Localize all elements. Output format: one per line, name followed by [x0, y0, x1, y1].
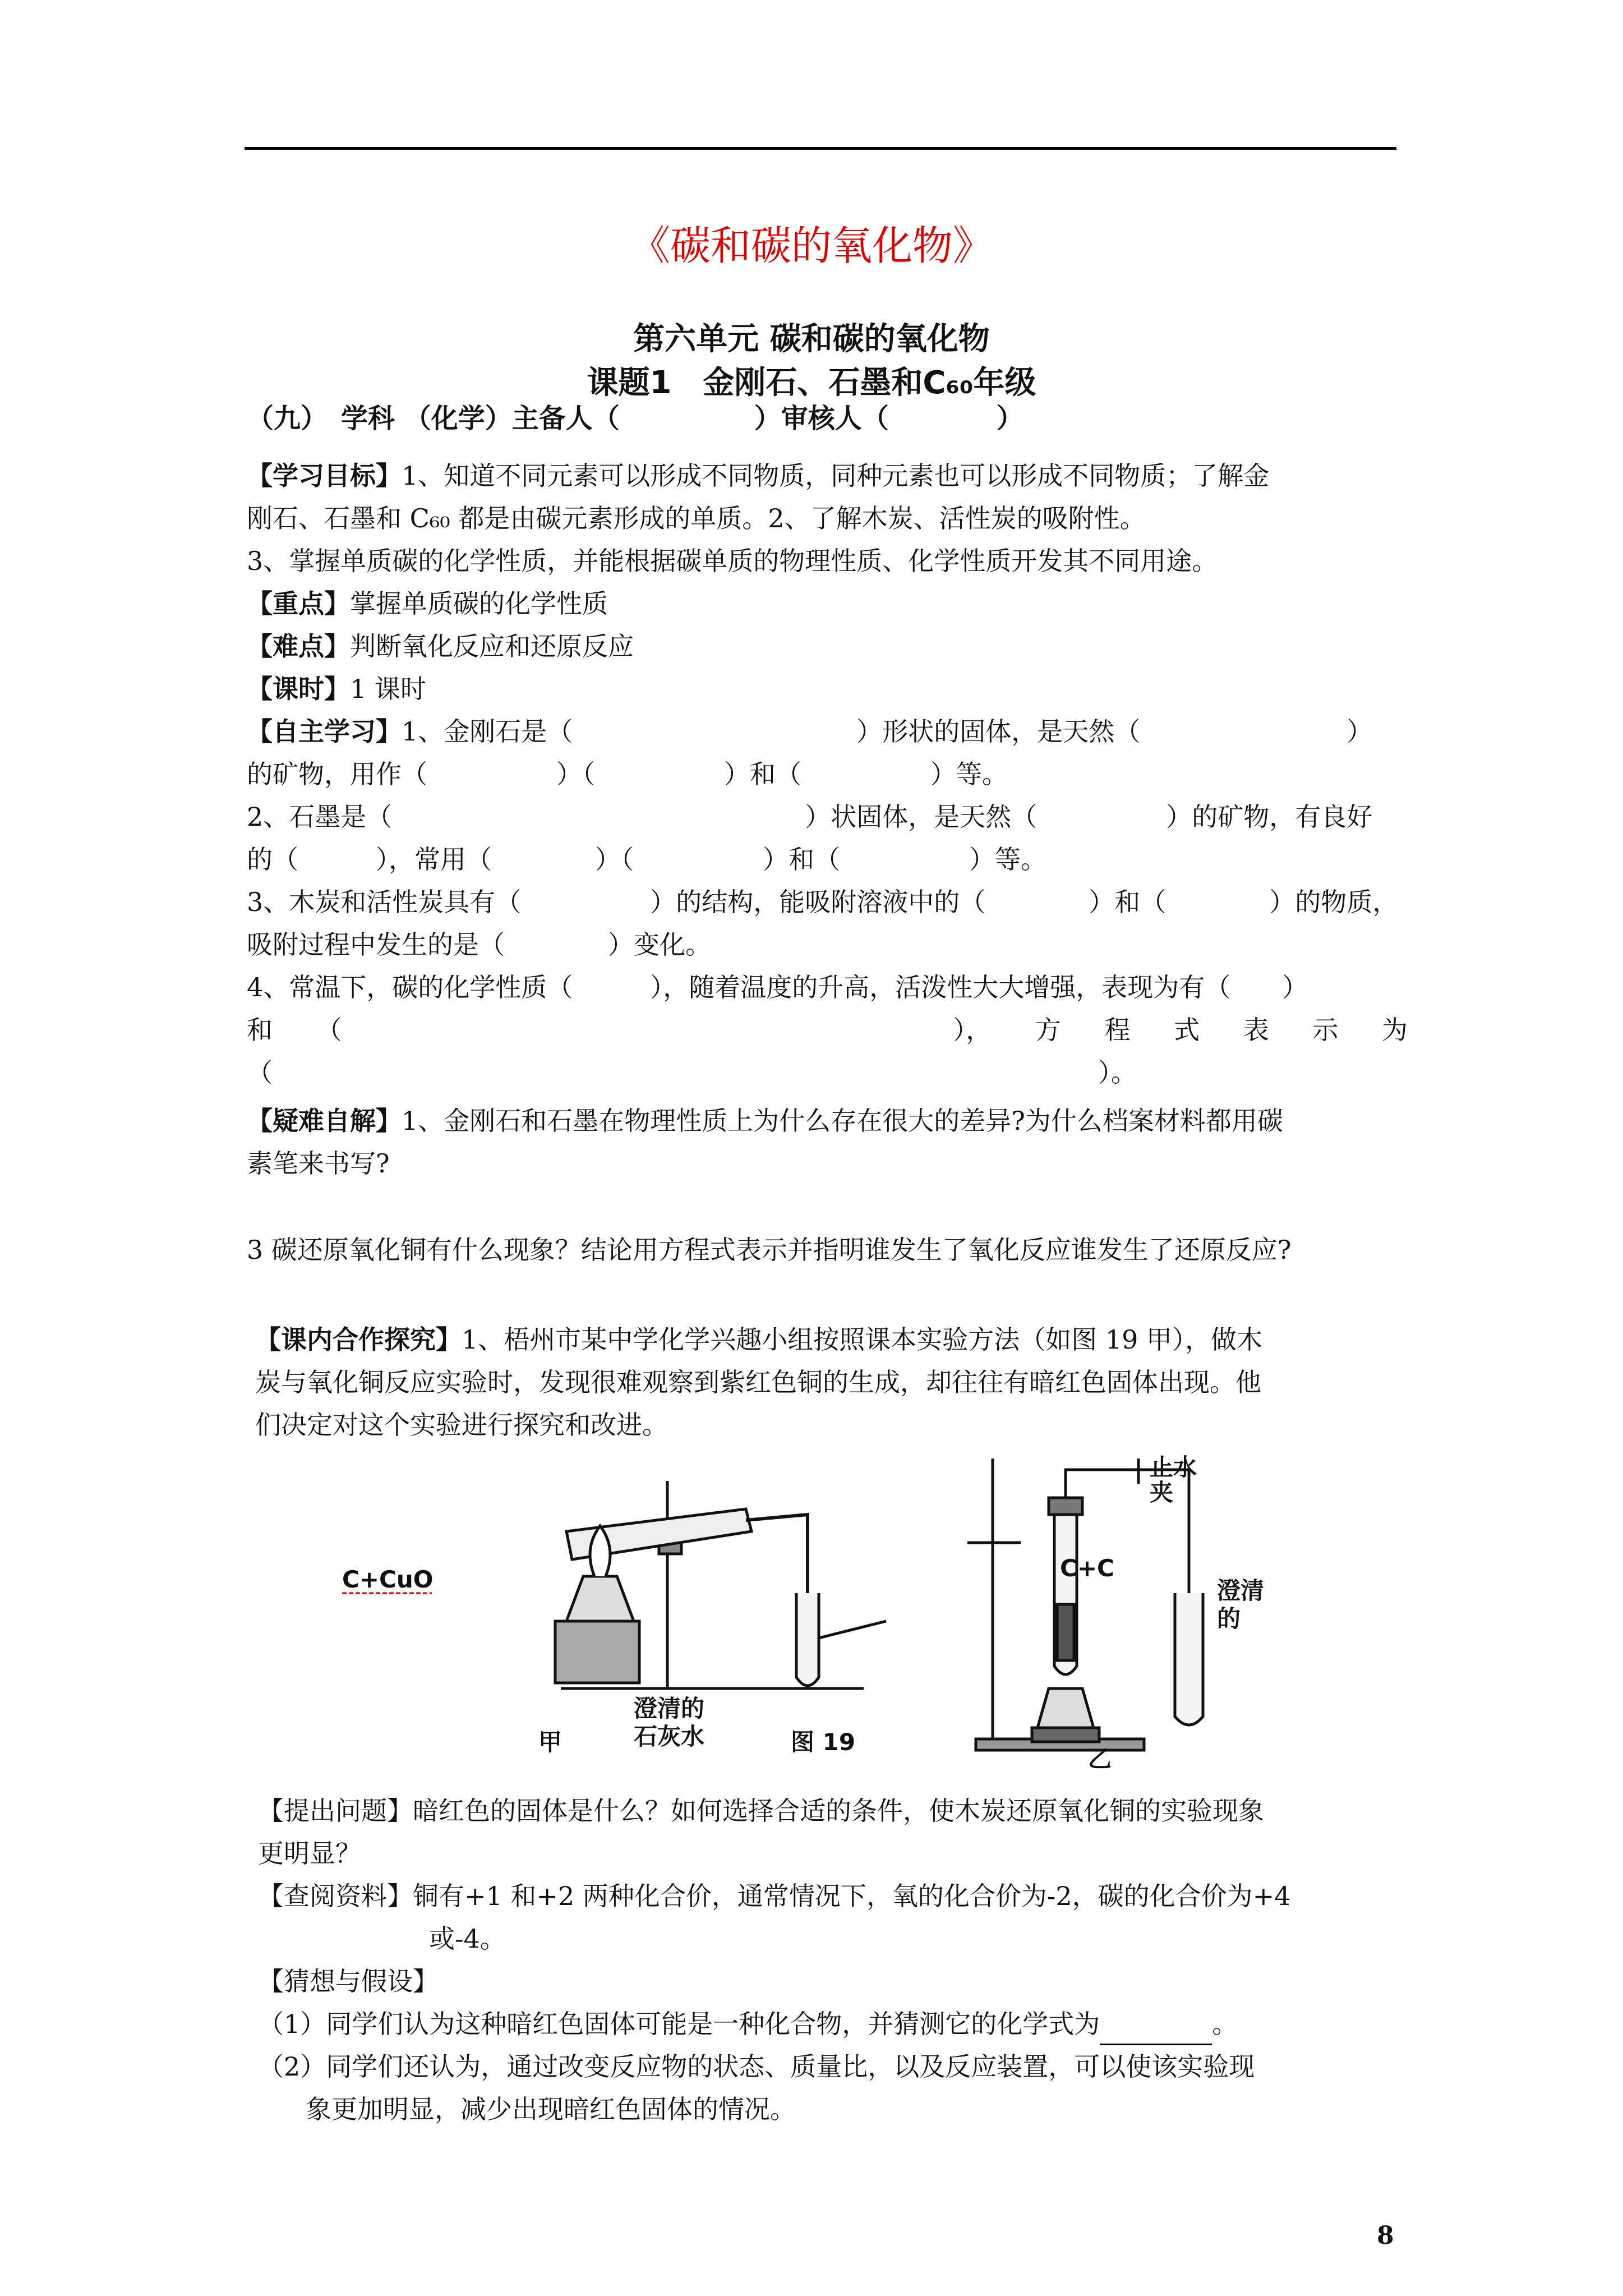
document-title: 《碳和碳的氧化物》: [629, 222, 993, 269]
doubts-line-3: 3 碳还原氧化铜有什么现象？结论用方程式表示并指明谁发生了氧化反应谁发生了还原反应?: [247, 1235, 1292, 1265]
formula-blank[interactable]: [1100, 2019, 1212, 2045]
self-study-q4a: 4、常温下，碳的化学性质（ ），随着温度的升高，活泼性大大增强，表现为有（ ）: [247, 972, 1308, 1002]
label-yi: 乙: [1088, 1745, 1112, 1773]
doubts-line-2: 素笔来书写?: [247, 1148, 390, 1179]
self-study-q3b: 吸附过程中发生的是（ ）变化。: [247, 930, 711, 960]
hypothesis-2a: （2）同学们还认为，通过改变反应物的状态、质量比，以及反应装置，可以使该实验现: [258, 2051, 1255, 2082]
header-rule: [245, 147, 1396, 150]
self-study-q4c: （ ）。: [247, 1057, 1137, 1088]
meta-line: （九） 学科 （化学）主备人（ ）审核人（ ）: [247, 403, 1023, 434]
figure-19-apparatus: [303, 1453, 1424, 1778]
difficult-point: 【难点】判断氧化反应和还原反应: [247, 631, 634, 661]
self-study-q4b: 和 （ ）， 方 程 式 表 示 为: [247, 1015, 1408, 1045]
label-jia-clamp: 夹: [1150, 1479, 1174, 1506]
self-study-q1a: 【自主学习】1、金刚石是（ ）形状的固体，是天然（ ）: [247, 716, 1373, 747]
doubts-line-1: 【疑难自解】1、金刚石和石墨在物理性质上为什么存在很大的差异?为什么档案材料都用碳: [247, 1106, 1283, 1136]
hypothesis-label: 【猜想与假设】: [258, 1966, 439, 1996]
label-jia: 甲: [538, 1728, 562, 1756]
apparatus-jia: [555, 1481, 886, 1688]
label-limewater-2: 石灰水: [634, 1723, 705, 1750]
goals-line-1: 【学习目标】1、知道不同元素可以形成不同物质，同种元素也可以形成不同物质；了解金: [247, 461, 1270, 491]
hypothesis-1: （1）同学们认为这种暗红色固体可能是一种化合物，并猜测它的化学式为 。: [258, 2003, 1238, 2045]
self-study-label: 【自主学习】: [247, 716, 402, 747]
page-number: 8: [1377, 2221, 1394, 2250]
question-line-1: 【提出问题】暗红色的固体是什么？如何选择合适的条件，使木炭还原氧化铜的实验现象: [258, 1796, 1264, 1826]
coop-label: 【课内合作探究】: [255, 1324, 462, 1355]
coop-line-2: 炭与氧化铜反应实验时，发现很难观察到紫红色铜的生成，却往往有暗红色固体出现。他: [255, 1367, 1261, 1397]
reference-line-2: 或-4。: [429, 1924, 506, 1954]
period: 【课时】1 课时: [247, 674, 426, 704]
self-study-q2a: 2、石墨是（ ）状固体，是天然（ ）的矿物，有良好: [247, 802, 1373, 832]
question-line-2: 更明显？: [258, 1838, 361, 1869]
label-c-cuo: C+CuO: [342, 1566, 434, 1593]
label-qing-2: 的: [1217, 1605, 1241, 1632]
coop-line-1: 【课内合作探究】1、梧州市某中学化学兴趣小组按照课本实验方法（如图 19 甲），做木: [255, 1324, 1263, 1355]
lesson-title: 课题1 金刚石、石墨和C₆₀年级: [587, 365, 1036, 401]
label-fig19: 图 19: [791, 1728, 856, 1756]
self-study-q3a: 3、木炭和活性炭具有（ ）的结构，能吸附溶液中的（ ）和（ ）的物质，: [247, 887, 1399, 917]
goals-line-3: 3、掌握单质碳的化学性质，并能根据碳单质的物理性质、化学性质开发其不同用途。: [247, 546, 1218, 576]
key-point: 【重点】掌握单质碳的化学性质: [247, 588, 608, 619]
doubts-label: 【疑难自解】: [247, 1106, 402, 1136]
label-qing-1: 澄清: [1217, 1577, 1265, 1604]
self-study-q2b: 的（ ），常用（ ）（ ）和（ ）等。: [247, 844, 1046, 875]
goals-label: 【学习目标】: [247, 461, 402, 491]
question-label: 【提出问题】: [258, 1796, 413, 1826]
coop-line-3: 们决定对这个实验进行探究和改进。: [255, 1410, 668, 1440]
label-limewater-1: 澄清的: [634, 1695, 705, 1722]
goals-line-2: 刚石、石墨和 C₆₀ 都是由碳元素形成的单质。2、了解木炭、活性炭的吸附性。: [247, 503, 1146, 533]
label-zhishui: 止水: [1150, 1453, 1197, 1481]
reference-line-1: 【查阅资料】铜有+1 和+2 两种化合价，通常情况下，氧的化合价为-2，碳的化合价为+4: [258, 1881, 1291, 1911]
self-study-q1b: 的矿物，用作（ ）（ ）和（ ）等。: [247, 759, 1008, 789]
hypothesis-2b: 象更加明显，减少出现暗红色固体的情况。: [306, 2094, 796, 2124]
reference-label: 【查阅资料】: [258, 1881, 413, 1911]
label-c-c: C+C: [1060, 1554, 1114, 1582]
unit-title: 第六单元 碳和碳的氧化物: [633, 321, 990, 357]
